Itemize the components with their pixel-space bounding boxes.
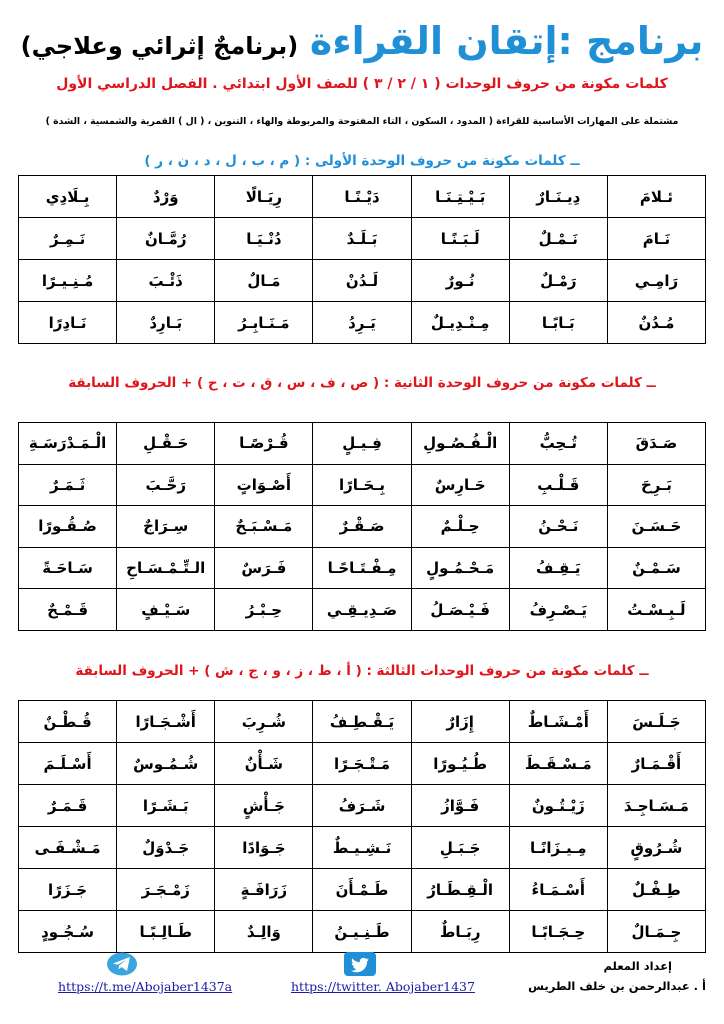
- word-cell: صَـدِيـقِـي: [313, 589, 411, 631]
- word-cell: بَـلَـدٌ: [313, 218, 411, 260]
- word-cell: رَحَّـبَ: [117, 464, 215, 506]
- section1-heading: ــ كلمات مكونة من حروف الوحدة الأولى : ( م ، ب ، ل ، د ، ن ، ر ): [144, 153, 580, 169]
- word-cell: نَـمْـلٌ: [509, 218, 607, 260]
- word-cell: جَـلَـسَ: [607, 701, 705, 743]
- word-cell: أَقْـمَـارٌ: [607, 743, 705, 785]
- word-cell: نَـشِـيـطٌ: [313, 827, 411, 869]
- word-cell: شَـأْنٌ: [215, 743, 313, 785]
- word-cell: بِـحَـارًا: [313, 464, 411, 506]
- word-cell: حِـلْـمٌ: [411, 506, 509, 548]
- word-cell: حَـسَـنَ: [607, 506, 705, 548]
- word-cell: قُـطْـنٌ: [19, 701, 117, 743]
- word-cell: مِـفْـتَـاحًـا: [313, 547, 411, 589]
- word-cell: لَـبِـسْـتُ: [607, 589, 705, 631]
- word-cell: يَـقِـفُ: [509, 547, 607, 589]
- skills-note: مشتملة على المهارات الأساسية للقراءة ( المدود ، السكون ، التاء المفتوحة والمربوطة والهاء ، التنوين ، ( ال ) القمرية والشمسية ، الشدة ): [45, 116, 679, 127]
- word-cell: دِيـنَـارٌ: [509, 176, 607, 218]
- word-cell: شُـرُوقٍ: [607, 827, 705, 869]
- word-cell: نَـادِرًا: [19, 302, 117, 344]
- word-cell: إِزَارٌ: [411, 701, 509, 743]
- word-cell: بِـلَادِي: [19, 176, 117, 218]
- table-row: [19, 547, 706, 589]
- word-cell: الْـمَـدْرَسَـةِ: [19, 423, 117, 465]
- word-cell: صَـدَقَ: [607, 423, 705, 465]
- word-cell: فَـيْـصَـلُ: [411, 589, 509, 631]
- word-cell: أَصْـوَاتٍ: [215, 464, 313, 506]
- word-cell: زَيْـتُـونٌ: [509, 785, 607, 827]
- table-row: [19, 302, 706, 344]
- word-cell: بَـابًـا: [509, 302, 607, 344]
- word-cell: زَرَافَـةٍ: [215, 869, 313, 911]
- word-cell: دَيْـنًـا: [313, 176, 411, 218]
- word-cell: رَامِـي: [607, 260, 705, 302]
- word-cell: رِيَـالًا: [215, 176, 313, 218]
- word-cell: رَمْـلٌ: [509, 260, 607, 302]
- section3-table: [18, 700, 706, 953]
- word-cell: أَسْـلَـمَ: [19, 743, 117, 785]
- word-cell: تُـحِبُّ: [509, 423, 607, 465]
- table-row: [19, 869, 706, 911]
- word-cell: نَـامَ: [607, 218, 705, 260]
- word-cell: ذَئْـبَ: [117, 260, 215, 302]
- section1-table: [18, 175, 706, 344]
- table-row: [19, 423, 706, 465]
- title-sub: (برنامجٌ إثرائي وعلاجي): [20, 32, 299, 60]
- word-cell: جَـزَرًا: [19, 869, 117, 911]
- title-main: برنامج :إتقان القراءة: [309, 19, 704, 63]
- telegram-icon[interactable]: [106, 952, 138, 976]
- word-cell: مَـسْـبَـحٌ: [215, 506, 313, 548]
- section3-heading: ــ كلمات مكونة من حروف الوحدات الثالثة : ( أ ، ط ، ز ، و ، ج ، ش ) + الحروف السابقة: [75, 663, 649, 679]
- word-cell: ئـلامَ: [607, 176, 705, 218]
- table-row: [19, 911, 706, 953]
- table-row: [19, 218, 706, 260]
- word-cell: صَـقْـرٌ: [313, 506, 411, 548]
- word-cell: طَـمْـأَنَ: [313, 869, 411, 911]
- word-cell: قُـرْصًـا: [215, 423, 313, 465]
- word-cell: شُـرِبَ: [215, 701, 313, 743]
- credit-name: أ . عبدالرحمن بن خلف الطريس: [528, 979, 706, 993]
- word-cell: زَمْـجَـرَ: [117, 869, 215, 911]
- word-cell: وَالِـدٌ: [215, 911, 313, 953]
- word-cell: بَـارِدٌ: [117, 302, 215, 344]
- word-cell: حَـارِسٌ: [411, 464, 509, 506]
- subtitle: كلمات مكونة من حروف الوحدات ( ١ / ٢ / ٣ ) للصف الأول ابتدائي . الفصل الدراسي الأول: [56, 76, 668, 92]
- word-cell: طَـالِـبًـا: [117, 911, 215, 953]
- word-cell: صُـقُـورًا: [19, 506, 117, 548]
- word-cell: رِبَـاطٌ: [411, 911, 509, 953]
- word-cell: جَـأْشٍ: [215, 785, 313, 827]
- word-cell: قَـمَـرٌ: [19, 785, 117, 827]
- word-cell: طِـفْـلٌ: [607, 869, 705, 911]
- word-cell: مَـحْـمُـولٍ: [411, 547, 509, 589]
- word-cell: مُـدُنٌ: [607, 302, 705, 344]
- credit-block: [498, 956, 708, 1008]
- table-row: [19, 464, 706, 506]
- word-cell: شُـمُـوسٌ: [117, 743, 215, 785]
- word-cell: سِـرَاجٌ: [117, 506, 215, 548]
- word-cell: سَـيْـفٍ: [117, 589, 215, 631]
- word-cell: حِـجَـابًـا: [509, 911, 607, 953]
- table-row: [19, 743, 706, 785]
- word-cell: ثَـمَـرٌ: [19, 464, 117, 506]
- table-row: [19, 827, 706, 869]
- twitter-icon[interactable]: [344, 952, 376, 976]
- word-cell: بَـيْـتِـنَـا: [411, 176, 509, 218]
- word-cell: مَـشْـفَـى: [19, 827, 117, 869]
- word-cell: الْـفُـصُـولِ: [411, 423, 509, 465]
- word-cell: رُمَّـانٌ: [117, 218, 215, 260]
- word-cell: يَـصْـرِفُ: [509, 589, 607, 631]
- word-cell: حِـبْـرُ: [215, 589, 313, 631]
- word-cell: قَـمْـحٌ: [19, 589, 117, 631]
- word-cell: نُـورٌ: [411, 260, 509, 302]
- credit-label: إعداد المعلم: [603, 959, 672, 973]
- word-cell: أَسْـمَـاءُ: [509, 869, 607, 911]
- table-row: [19, 701, 706, 743]
- section2-table: [18, 422, 706, 631]
- telegram-link[interactable]: https://t.me/Abojaber1437a: [58, 979, 233, 994]
- word-cell: بَـرِحَ: [607, 464, 705, 506]
- word-cell: مَـسَـاجِـدَ: [607, 785, 705, 827]
- word-cell: سَـاحَـةً: [19, 547, 117, 589]
- word-cell: شَـرَفُ: [313, 785, 411, 827]
- table-row: [19, 260, 706, 302]
- word-cell: لَـدُنْ: [313, 260, 411, 302]
- word-cell: فِـيـلٍ: [313, 423, 411, 465]
- word-cell: سَـمْـنٌ: [607, 547, 705, 589]
- table-row: [19, 176, 706, 218]
- word-cell: جَـبَـلِ: [411, 827, 509, 869]
- word-cell: بَـشَـرًا: [117, 785, 215, 827]
- twitter-link[interactable]: https://twitter. Abojaber1437: [291, 979, 475, 994]
- word-cell: نَـحْـنُ: [509, 506, 607, 548]
- word-cell: جَـوَادًا: [215, 827, 313, 869]
- word-cell: حَـقْـلِ: [117, 423, 215, 465]
- word-cell: نَـمِـرٌ: [19, 218, 117, 260]
- word-cell: فَـوَّازُ: [411, 785, 509, 827]
- word-cell: جِـمَـالٌ: [607, 911, 705, 953]
- word-cell: لَـبَـنًـا: [411, 218, 509, 260]
- word-cell: مُـنِـيـرًا: [19, 260, 117, 302]
- word-cell: طُـيُـورًا: [411, 743, 509, 785]
- table-row: [19, 589, 706, 631]
- table-row: [19, 785, 706, 827]
- word-cell: أَمْـشَـاطٌ: [509, 701, 607, 743]
- word-cell: مِـنْـدِيـلٌ: [411, 302, 509, 344]
- word-cell: أَشْـجَـارًا: [117, 701, 215, 743]
- word-cell: فَـرَسٌ: [215, 547, 313, 589]
- word-cell: وَرْدٌ: [117, 176, 215, 218]
- word-cell: سُـجُـودٍ: [19, 911, 117, 953]
- word-cell: يَـرِدُ: [313, 302, 411, 344]
- table-row: [19, 506, 706, 548]
- word-cell: مَـتْـجَـرًا: [313, 743, 411, 785]
- word-cell: دُنْـيَـا: [215, 218, 313, 260]
- word-cell: الْـقِـطَـارُ: [411, 869, 509, 911]
- word-cell: قَـلْـبِ: [509, 464, 607, 506]
- word-cell: يَـقْـطِـفُ: [313, 701, 411, 743]
- section2-heading: ــ كلمات مكونة من حروف الوحدة الثانية : ( ص ، ف ، س ، ق ، ت ، ح ) + الحروف السابقة: [68, 375, 656, 391]
- word-cell: مَـسْـقَـطَ: [509, 743, 607, 785]
- word-cell: مِـيـزَانًـا: [509, 827, 607, 869]
- word-cell: طَـنِـيـنُ: [313, 911, 411, 953]
- page-title: [20, 14, 704, 68]
- word-cell: مَـالٌ: [215, 260, 313, 302]
- word-cell: مَـنَـابِـرُ: [215, 302, 313, 344]
- word-cell: جَـدْوَلٌ: [117, 827, 215, 869]
- word-cell: الـتِّـمْـسَـاحِ: [117, 547, 215, 589]
